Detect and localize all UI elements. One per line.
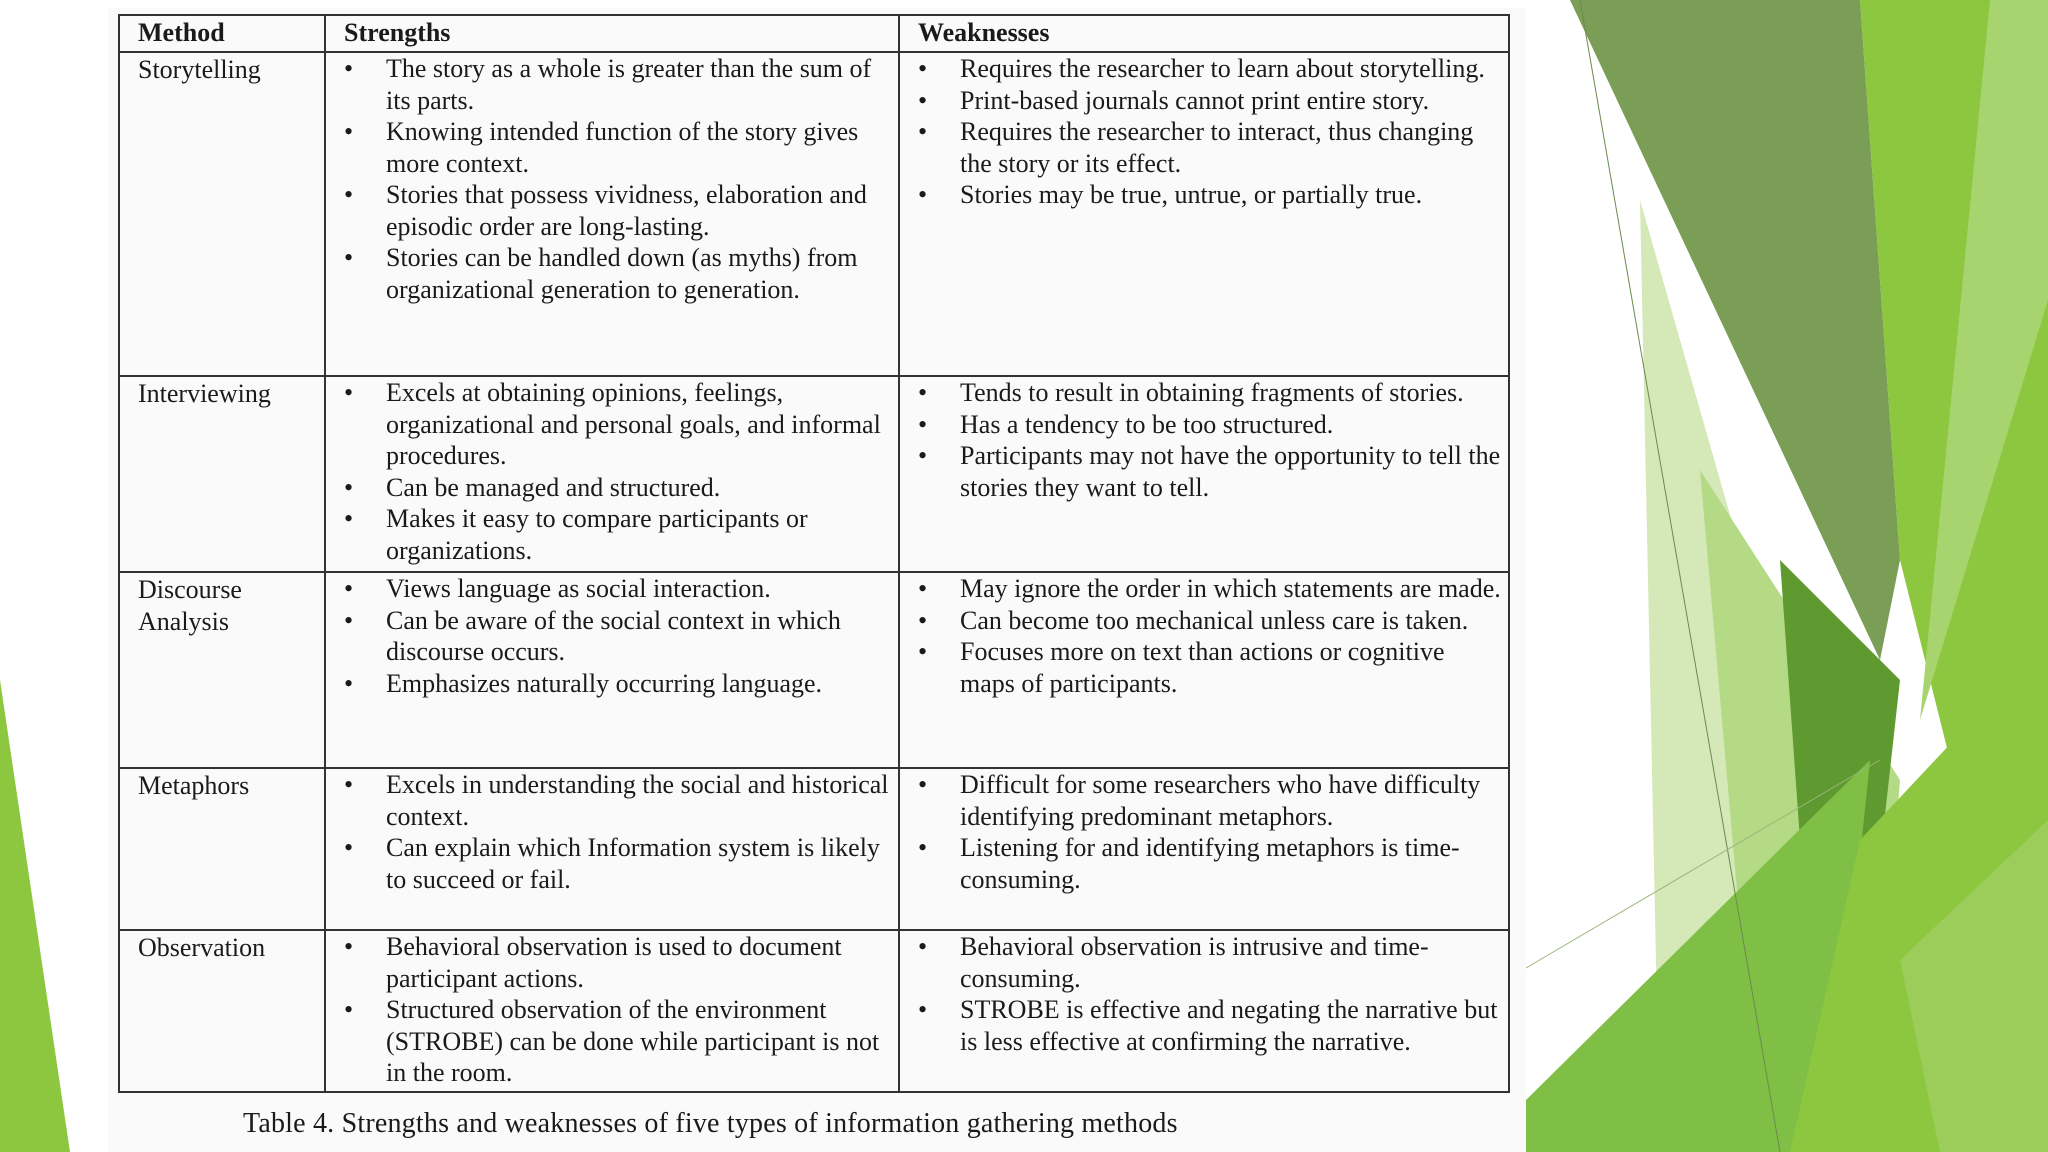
- weakness-item: • Print-based journals cannot print entire story.: [918, 85, 1502, 117]
- strength-item: • Can be managed and structured.: [344, 472, 892, 504]
- weakness-item: • Stories may be true, untrue, or partially true.: [918, 179, 1502, 211]
- strengths-cell: [325, 768, 899, 930]
- table-row: [119, 572, 1509, 768]
- table-header-row: [119, 15, 1509, 52]
- table-row: [119, 376, 1509, 572]
- strength-item: • Excels at obtaining opinions, feelings, organizational and personal goals, and informal procedures.: [344, 377, 892, 472]
- weakness-item: • Difficult for some researchers who have difficulty identifying predominant metaphors.: [918, 769, 1502, 832]
- weaknesses-list: [900, 769, 1508, 895]
- strengths-cell: [325, 572, 899, 768]
- strengths-list: [326, 573, 898, 699]
- strength-item: • Views language as social interaction.: [344, 573, 892, 605]
- method-cell: Observation: [119, 930, 325, 1092]
- strength-item: • The story as a whole is greater than the sum of its parts.: [344, 53, 892, 116]
- strengths-list: [326, 931, 898, 1089]
- strengths-cell: [325, 376, 899, 572]
- strength-item: • Excels in understanding the social and historical context.: [344, 769, 892, 832]
- strength-item: • Behavioral observation is used to document participant actions.: [344, 931, 892, 994]
- weakness-item: • May ignore the order in which statements are made.: [918, 573, 1502, 605]
- weakness-item: • Has a tendency to be too structured.: [918, 409, 1502, 441]
- weaknesses-list: [900, 53, 1508, 211]
- weakness-item: • Focuses more on text than actions or cognitive maps of participants.: [918, 636, 1502, 699]
- strengths-cell: [325, 52, 899, 376]
- strength-item: • Can explain which Information system is likely to succeed or fail.: [344, 832, 892, 895]
- weakness-item: • Tends to result in obtaining fragments of stories.: [918, 377, 1502, 409]
- weakness-item: • Requires the researcher to interact, thus changing the story or its effect.: [918, 116, 1502, 179]
- weaknesses-cell: [899, 376, 1509, 572]
- weakness-item: • Requires the researcher to learn about storytelling.: [918, 53, 1502, 85]
- weakness-item: • Listening for and identifying metaphors is time-consuming.: [918, 832, 1502, 895]
- weaknesses-cell: [899, 572, 1509, 768]
- table-row: [119, 930, 1509, 1092]
- weaknesses-list: [900, 931, 1508, 1057]
- weaknesses-cell: [899, 930, 1509, 1092]
- weakness-item: • STROBE is effective and negating the narrative but is less effective at confirming the narrative.: [918, 994, 1502, 1057]
- weaknesses-list: [900, 377, 1508, 503]
- strengths-list: [326, 377, 898, 566]
- strength-item: • Emphasizes naturally occurring language.: [344, 668, 892, 700]
- method-cell: Storytelling: [119, 52, 325, 376]
- table-row: [119, 768, 1509, 930]
- header-strengths: Strengths: [325, 15, 899, 52]
- method-cell: Discourse Analysis: [119, 572, 325, 768]
- strength-item: • Structured observation of the environment (STROBE) can be done while participant is not in the room.: [344, 994, 892, 1089]
- header-method: Method: [119, 15, 325, 52]
- table-caption: Table 4. Strengths and weaknesses of five types of information gathering methods: [243, 1108, 1178, 1139]
- weakness-item: • Behavioral observation is intrusive and time-consuming.: [918, 931, 1502, 994]
- strength-item: • Makes it easy to compare participants or organizations.: [344, 503, 892, 566]
- strength-item: • Stories can be handled down (as myths) from organizational generation to generation.: [344, 242, 892, 305]
- method-cell: Metaphors: [119, 768, 325, 930]
- method-cell: Interviewing: [119, 376, 325, 572]
- left-green-sliver: [0, 680, 70, 1152]
- strengths-list: [326, 769, 898, 895]
- weakness-item: • Can become too mechanical unless care is taken.: [918, 605, 1502, 637]
- weakness-item: • Participants may not have the opportunity to tell the stories they want to tell.: [918, 440, 1502, 503]
- weaknesses-cell: [899, 768, 1509, 930]
- methods-comparison-table: [118, 14, 1510, 1093]
- table-row: [119, 52, 1509, 376]
- strength-item: • Knowing intended function of the story gives more context.: [344, 116, 892, 179]
- header-weaknesses: Weaknesses: [899, 15, 1509, 52]
- table-image-panel: [108, 8, 1526, 1152]
- strength-item: • Can be aware of the social context in which discourse occurs.: [344, 605, 892, 668]
- strengths-cell: [325, 930, 899, 1092]
- weaknesses-cell: [899, 52, 1509, 376]
- strengths-list: [326, 53, 898, 305]
- strength-item: • Stories that possess vividness, elaboration and episodic order are long-lasting.: [344, 179, 892, 242]
- weaknesses-list: [900, 573, 1508, 699]
